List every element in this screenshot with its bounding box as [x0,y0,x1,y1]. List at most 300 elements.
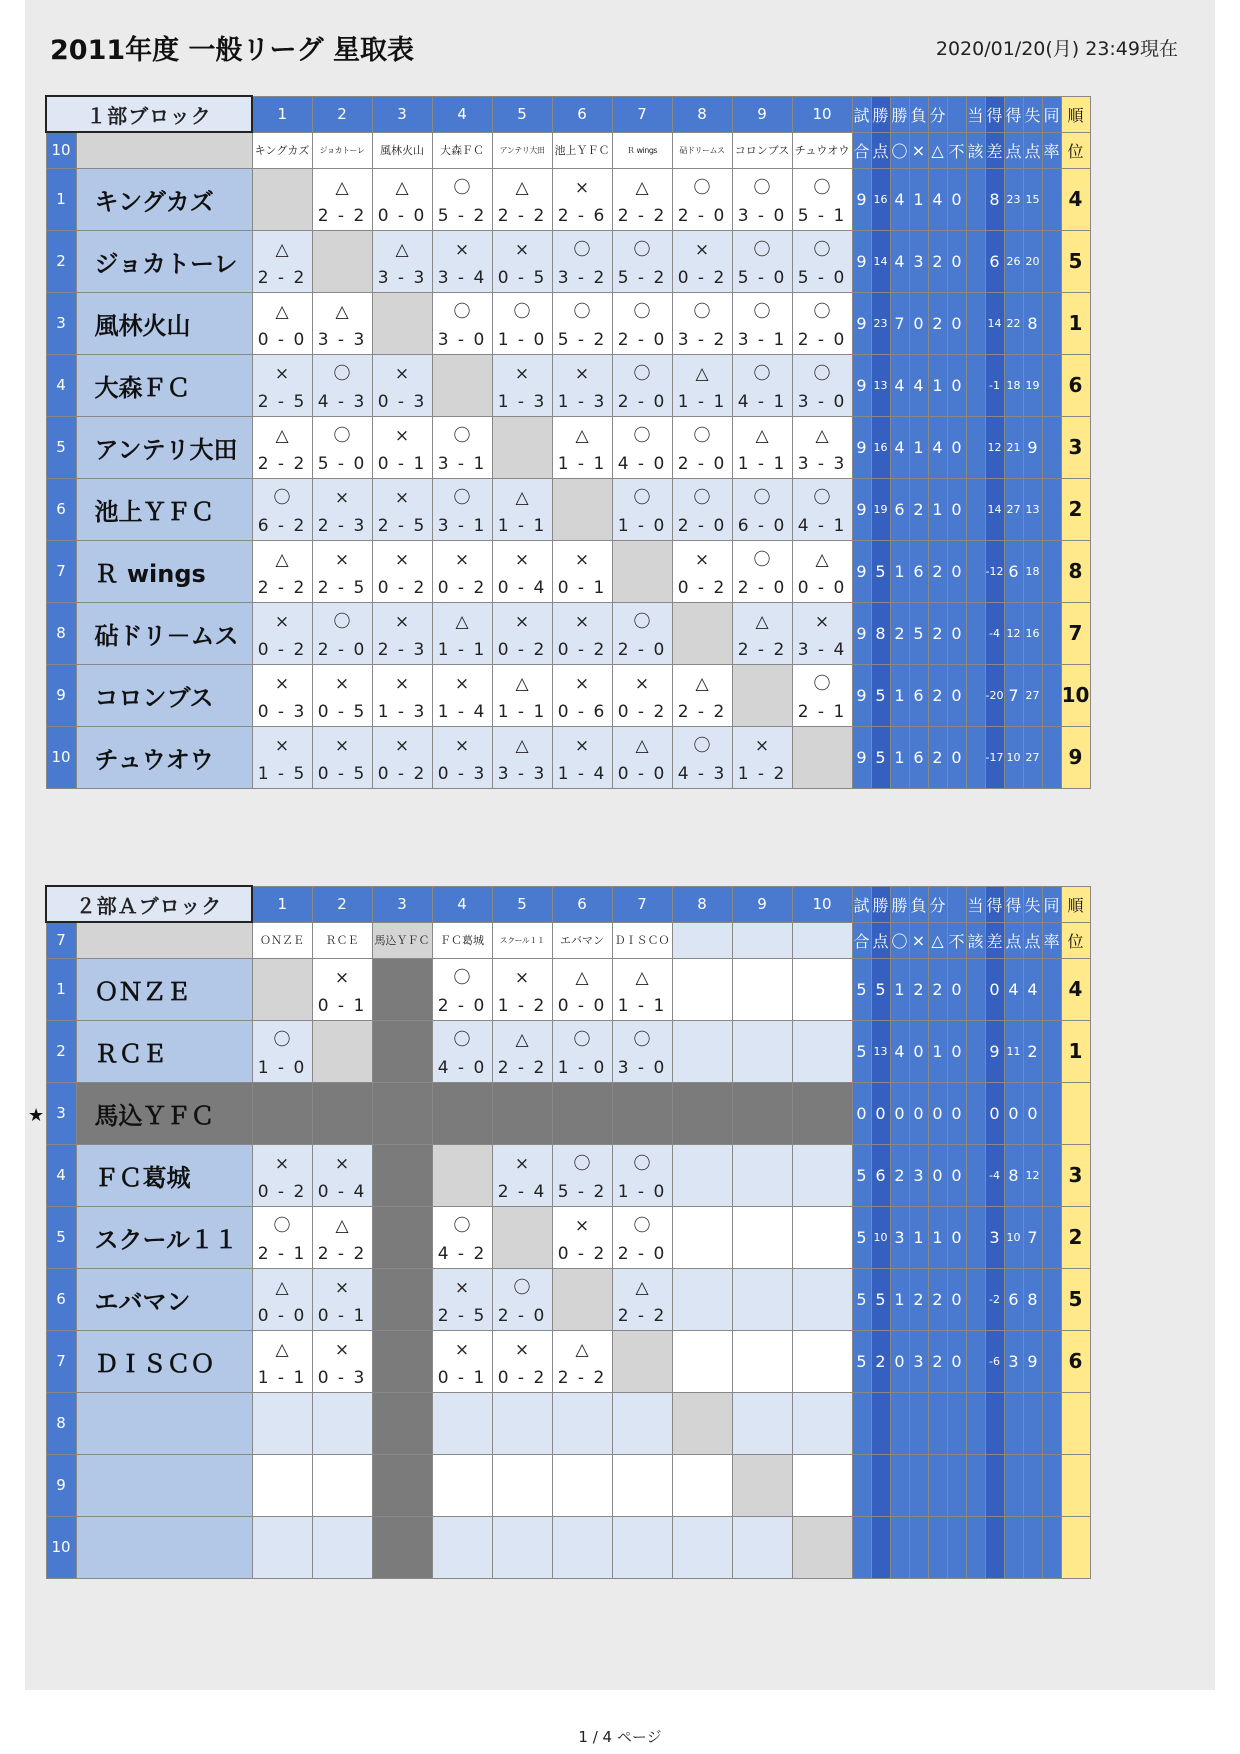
team-stat [852,1392,871,1454]
team-stat [1042,416,1061,478]
match-result [672,416,732,478]
column-number: 1 [252,96,312,132]
team-stat: 2 [928,602,947,664]
result-mark: × [514,363,530,384]
withdrawn-cell [492,1082,552,1144]
match-score: 3 - 4 [797,639,847,660]
team-stat [1042,1268,1061,1330]
team-stat: 2 [928,540,947,602]
match-score: 1 - 1 [497,515,547,536]
team-stat [1023,1454,1042,1516]
empty-cell [612,1516,672,1578]
team-stat: 6 [909,540,928,602]
team-stat [947,1516,966,1578]
match-score: 0 - 5 [497,267,547,288]
team-stat: 0 [947,1020,966,1082]
team-stat: 2 [928,1330,947,1392]
stat-header: △ [928,922,947,958]
team-stat: 1 [890,1268,909,1330]
withdrawn-cell [432,1082,492,1144]
stat-header: 〇 [890,132,909,168]
match-result [552,168,612,230]
column-team-abbr: スクール１１ [492,922,552,958]
match-result [372,726,432,788]
match-score: 2 - 2 [557,1367,607,1388]
result-mark: △ [635,735,649,756]
match-score: 0 - 2 [437,577,487,598]
withdrawn-cell [372,1020,432,1082]
result-mark: 〇 [333,425,351,446]
stat-header: 勝 [871,886,890,922]
team-stat: 4 [890,1020,909,1082]
result-mark: × [574,549,590,570]
team-stat: 4 [1061,958,1090,1020]
team-name: 大森ＦＣ [76,354,252,416]
result-mark: × [574,611,590,632]
empty-cell [312,1516,372,1578]
result-mark: △ [395,177,409,198]
match-score: 2 - 4 [497,1181,547,1202]
team-stat: 2 [890,1144,909,1206]
match-score: 3 - 0 [797,391,847,412]
result-mark: △ [395,239,409,260]
withdrawn-cell [372,958,432,1020]
team-stat: 4 [890,168,909,230]
empty-cell [672,1330,732,1392]
team-stat: 1 [890,726,909,788]
match-score: 1 - 1 [737,453,787,474]
match-result [552,540,612,602]
result-mark: △ [275,1339,289,1360]
result-mark: × [274,673,290,694]
team-stat: 9 [852,478,871,540]
team-stat: 27 [1023,726,1042,788]
team-stat: 8 [985,168,1004,230]
match-result [672,540,732,602]
team-stat [1042,726,1061,788]
team-stat: 3 [1061,416,1090,478]
match-result [492,354,552,416]
team-stat: 2 [1061,478,1090,540]
result-mark: × [514,239,530,260]
match-result [552,602,612,664]
match-score: 2 - 0 [677,515,727,536]
match-result [312,1206,372,1268]
team-stat: 6 [1004,1268,1023,1330]
self-match-cell [732,664,792,726]
empty-cell [792,958,852,1020]
team-stat [966,540,985,602]
team-stat: 0 [890,1330,909,1392]
result-mark: 〇 [573,1153,591,1174]
match-result [312,540,372,602]
team-stat: 2 [928,292,947,354]
match-result [372,664,432,726]
match-score: 1 - 3 [497,391,547,412]
empty-cell [312,1454,372,1516]
team-stat: 2 [928,1268,947,1330]
team-stat: 4 [890,230,909,292]
match-result [552,1144,612,1206]
team-stat: 6 [1004,540,1023,602]
match-result [492,1268,552,1330]
result-mark: × [454,1277,470,1298]
match-score: 4 - 0 [617,453,667,474]
column-number: 10 [792,96,852,132]
match-result [252,1206,312,1268]
match-score: 2 - 2 [497,1057,547,1078]
match-result [552,230,612,292]
match-score: 0 - 2 [677,577,727,598]
team-name: Ｒ wings [76,540,252,602]
team-stat: 0 [947,602,966,664]
team-name: キングカズ [76,168,252,230]
team-stat: 6 [890,478,909,540]
team-stat: 2 [909,478,928,540]
row-number: 6 [46,478,76,540]
team-stat [966,1392,985,1454]
team-stat: 0 [947,1206,966,1268]
match-result [252,1330,312,1392]
team-stat [909,1392,928,1454]
result-mark: × [334,487,350,508]
team-name: ＯＮＺＥ [76,958,252,1020]
result-mark: × [454,735,470,756]
result-mark: 〇 [753,363,771,384]
row-number: 3 [46,1082,76,1144]
team-stat [1042,292,1061,354]
team-stat: -4 [985,602,1004,664]
column-team-abbr: エバマン [552,922,612,958]
team-stat: 0 [928,1144,947,1206]
team-stat [1042,1454,1061,1516]
team-stat [947,1454,966,1516]
stat-header: 得 [1004,96,1023,132]
team-name: エバマン [76,1268,252,1330]
match-result [432,540,492,602]
match-result [252,354,312,416]
match-score: 2 - 2 [257,453,307,474]
team-stat: 27 [1004,478,1023,540]
team-stat: -1 [985,354,1004,416]
column-number: 4 [432,886,492,922]
team-stat: 21 [1004,416,1023,478]
match-score: 2 - 2 [317,1243,367,1264]
match-result [792,664,852,726]
team-stat: 7 [1061,602,1090,664]
match-result [672,168,732,230]
team-stat: 6 [1061,354,1090,416]
empty-cell [672,1144,732,1206]
match-score: 2 - 0 [737,577,787,598]
empty-cell [432,1516,492,1578]
team-stat: 14 [871,230,890,292]
row-number: 6 [46,1268,76,1330]
column-number: 2 [312,886,372,922]
stat-header: 勝 [890,96,909,132]
stat-header: 点 [871,922,890,958]
result-mark: 〇 [633,239,651,260]
result-mark: × [274,735,290,756]
match-result [252,292,312,354]
match-score: 5 - 2 [437,205,487,226]
team-stat: 12 [985,416,1004,478]
match-score: 2 - 5 [317,577,367,598]
match-score: 1 - 0 [557,1057,607,1078]
match-score: 5 - 2 [557,329,607,350]
stat-header [947,886,966,922]
team-stat: 2 [871,1330,890,1392]
team-name [76,1392,252,1454]
team-stat: 2 [909,1268,928,1330]
stat-header: 率 [1042,132,1061,168]
result-mark: × [634,673,650,694]
team-stat [966,602,985,664]
match-result [552,354,612,416]
match-result [372,230,432,292]
team-stat [1042,354,1061,416]
team-stat: -12 [985,540,1004,602]
team-stat: 1 [890,540,909,602]
team-stat [985,1392,1004,1454]
team-stat: 9 [852,726,871,788]
match-result [792,540,852,602]
team-stat [1004,1392,1023,1454]
stat-header: 失 [1023,96,1042,132]
result-mark: × [334,673,350,694]
match-result [252,416,312,478]
team-stat: 19 [1023,354,1042,416]
empty-cell [432,1454,492,1516]
match-score: 1 - 1 [257,1367,307,1388]
team-stat [1042,664,1061,726]
column-number: 1 [252,886,312,922]
withdrawn-cell [732,1082,792,1144]
match-result [552,1330,612,1392]
team-stat [966,726,985,788]
team-stat [852,1454,871,1516]
result-mark: 〇 [273,1029,291,1050]
team-stat [966,168,985,230]
team-stat: 9 [852,416,871,478]
page-footer: 1 / 4 ページ [578,1728,662,1746]
team-stat: 13 [871,354,890,416]
stat-header: 点 [1023,132,1042,168]
team-stat: 27 [1023,664,1042,726]
stat-header: 点 [1023,922,1042,958]
match-score: 1 - 5 [257,763,307,784]
column-team-abbr: 池上ＹＦＣ [552,132,612,168]
team-stat [1061,1454,1090,1516]
self-match-cell [672,602,732,664]
empty-cell [732,1144,792,1206]
team-stat [966,1454,985,1516]
match-score: 3 - 1 [437,515,487,536]
result-mark: × [274,363,290,384]
withdrawn-cell [672,1082,732,1144]
match-result [792,168,852,230]
stat-header: 率 [1042,922,1061,958]
result-mark: × [694,549,710,570]
match-score: 3 - 3 [497,763,547,784]
result-mark: 〇 [453,177,471,198]
match-score: 5 - 0 [797,267,847,288]
row-number: 9 [46,664,76,726]
row-number: 8 [46,602,76,664]
team-stat: 9 [1023,416,1042,478]
column-team-abbr: ＲＣＥ [312,922,372,958]
team-stat [966,1144,985,1206]
row-number: 5 [46,416,76,478]
match-score: 2 - 0 [617,1243,667,1264]
result-mark: 〇 [453,301,471,322]
team-stat: 6 [909,726,928,788]
team-stat: -4 [985,1144,1004,1206]
match-score: 2 - 0 [317,639,367,660]
match-score: 1 - 0 [617,1181,667,1202]
team-stat [1061,1082,1090,1144]
team-stat: 12 [1023,1144,1042,1206]
match-score: 4 - 1 [797,515,847,536]
team-stat [966,230,985,292]
result-mark: × [394,425,410,446]
team-stat: -20 [985,664,1004,726]
stat-header [947,96,966,132]
match-result [252,540,312,602]
empty-cell [792,1330,852,1392]
team-stat: 1 [1061,292,1090,354]
stat-header: × [909,922,928,958]
result-mark: △ [815,425,829,446]
team-stat: 3 [985,1206,1004,1268]
result-mark: 〇 [813,363,831,384]
match-result [372,602,432,664]
result-mark: △ [515,735,529,756]
match-score: 2 - 5 [257,391,307,412]
stat-header: 試 [852,886,871,922]
team-stat: 10 [1061,664,1090,726]
team-stat: 18 [1023,540,1042,602]
team-stat: 0 [1023,1082,1042,1144]
result-mark: 〇 [693,425,711,446]
match-result [492,1144,552,1206]
empty-cell [552,1454,612,1516]
result-mark: × [514,611,530,632]
team-stat: 0 [947,230,966,292]
team-stat: 0 [871,1082,890,1144]
team-stat: 16 [871,168,890,230]
withdrawn-cell [252,1082,312,1144]
team-stat: 4 [928,168,947,230]
team-stat: 15 [1023,168,1042,230]
match-result [792,354,852,416]
team-name: ＦＣ葛城 [76,1144,252,1206]
empty-cell [792,1268,852,1330]
team-stat: 0 [947,416,966,478]
team-stat: 11 [1004,1020,1023,1082]
column-team-abbr: コロンブス [732,132,792,168]
team-stat: 1 [928,478,947,540]
match-score: 2 - 0 [677,453,727,474]
match-result [372,416,432,478]
match-result [492,1020,552,1082]
team-name: ＤＩＳＣＯ [76,1330,252,1392]
match-score: 3 - 0 [737,205,787,226]
team-name: コロンブス [76,664,252,726]
team-stat [966,292,985,354]
empty-cell [252,1516,312,1578]
match-result [732,230,792,292]
match-score: 0 - 0 [557,995,607,1016]
result-mark: 〇 [453,487,471,508]
match-result [312,602,372,664]
match-result [312,416,372,478]
stat-header: 不 [947,922,966,958]
team-stat: 8 [1023,292,1042,354]
match-score: 0 - 2 [557,639,607,660]
row-number: 2 [46,1020,76,1082]
match-score: 2 - 0 [497,1305,547,1326]
self-match-cell [492,416,552,478]
team-stat: 0 [909,1020,928,1082]
result-mark: 〇 [573,1029,591,1050]
page-title: 2011年度 一般リーグ 星取表 [50,35,414,66]
match-result [612,1206,672,1268]
team-stat: 10 [1004,1206,1023,1268]
team-stat: 2 [1023,1020,1042,1082]
result-mark: 〇 [633,363,651,384]
stat-header: 位 [1061,922,1090,958]
result-mark: △ [275,425,289,446]
header-blank [76,132,252,168]
column-number: 5 [492,886,552,922]
team-stat [1042,168,1061,230]
match-result [312,292,372,354]
result-mark: △ [695,673,709,694]
match-score: 0 - 2 [377,763,427,784]
result-mark: △ [515,673,529,694]
match-score: 3 - 3 [377,267,427,288]
result-mark: 〇 [453,967,471,988]
self-match-cell [792,1516,852,1578]
column-number: 7 [612,96,672,132]
row-number: 7 [46,540,76,602]
team-stat: 9 [852,354,871,416]
match-score: 0 - 1 [437,1367,487,1388]
self-match-cell [492,1206,552,1268]
result-mark: △ [335,177,349,198]
column-team-abbr [732,922,792,958]
empty-cell [432,1392,492,1454]
result-mark: 〇 [813,673,831,694]
team-stat: 1 [909,416,928,478]
match-result [612,1144,672,1206]
team-stat [871,1392,890,1454]
result-mark: 〇 [453,1029,471,1050]
column-number: 7 [612,886,672,922]
stat-header: 合 [852,922,871,958]
team-stat [966,1516,985,1578]
self-match-cell [432,1144,492,1206]
match-score: 3 - 3 [317,329,367,350]
team-stat: 7 [1023,1206,1042,1268]
team-stat: 5 [852,958,871,1020]
match-score: 1 - 0 [617,515,667,536]
result-mark: 〇 [813,239,831,260]
team-stat [909,1454,928,1516]
match-result [612,416,672,478]
withdrawn-cell [792,1082,852,1144]
